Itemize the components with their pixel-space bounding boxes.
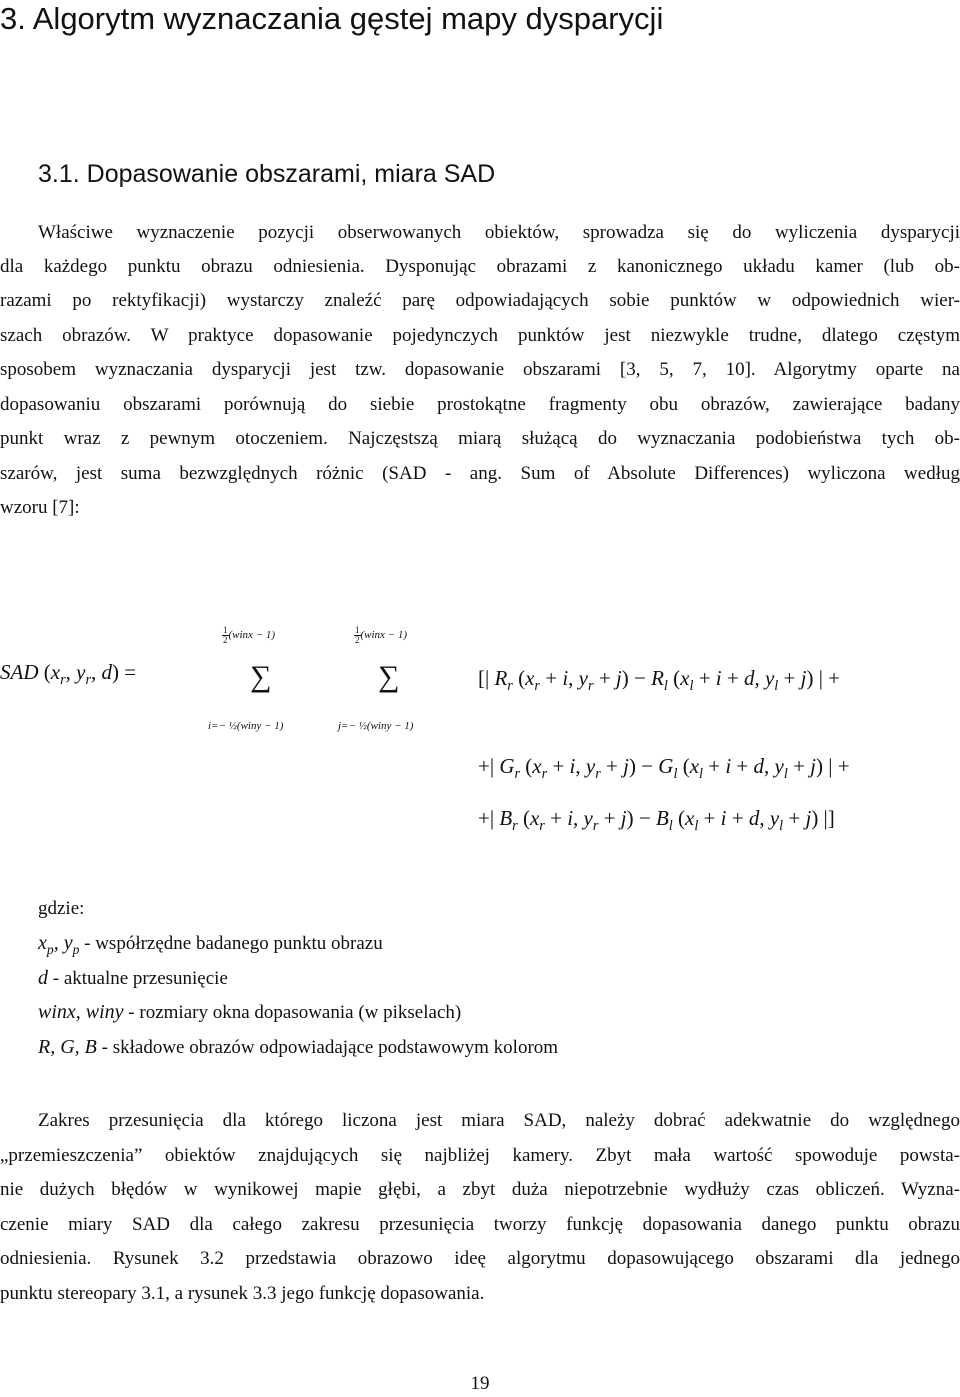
definition-symbol: $x_p$, $y_p$ [38,932,80,957]
paragraph-line: szach obrazów. W praktyce dopasowanie pojedynczych punktów jest niezwykle trudne, dlatego częstym [0,325,960,346]
definition-item [38,1030,558,1064]
sum-symbol-2: ∑ [378,660,400,693]
lower-limit-2: j=− ½(winy − 1) [338,720,414,732]
page-number: 19 [470,1373,490,1394]
definition-symbol: winx, winy [38,1001,124,1023]
paragraph-line: Zakres przesunięcia dla którego liczona jest miara SAD, należy dobrać adekwatnie do względnego [38,1110,960,1131]
upper-limit-2: $\frac{1}{2}$ (winx − 1) [355,625,408,645]
definition-text: - aktualne przesunięcie [48,968,228,989]
paragraph-line: czenie miary SAD dla całego zakresu przesunięcia tworzy funkcję dopasowania danego punktu obrazu [0,1214,960,1235]
paragraph-line: dopasowaniu obszarami porównują do siebie prostokątne fragmenty obu obrazów, zawierające badany [0,394,960,415]
paragraph-line: odniesienia. Rysunek 3.2 przedstawia obrazowo ideę algorytmu dopasowującego obszarami dla jednego [0,1248,960,1269]
definition-item [38,926,383,960]
paragraph-line: razami po rektyfikacji) wystarczy znaleźć parę odpowiadających sobie punktów w odpowiednich wier- [0,290,960,311]
paragraph-line: Właściwe wyznaczenie pozycji obserwowanych obiektów, sprowadza się do wyliczenia dysparycji [38,222,960,243]
definition-symbol: d [38,967,48,989]
paragraph-line: punkt wraz z pewnym otoczeniem. Najczęstszą miarą służącą do wyznaczania podobieństwa tych ob- [0,428,960,449]
formula-lhs-name: SAD [0,660,39,684]
formula-lhs-args: ($x_r$, $y_r$, d) = [43,660,137,688]
chapter-heading: 3. Algorytm wyznaczania gęstej mapy dysparycji [0,1,664,36]
paragraph-line: sposobem wyznaczania dysparycji jest tzw. dopasowanie obszarami [3, 5, 7, 10]. Algorytmy oparte na [0,359,960,380]
formula-row-red: [| $R_r$ ($x_r + i$, $y_r + j) - R_l$ ($x_l + i + d$, $y_l + j$) | + [478,666,840,694]
formula-row-blue: +| $B_r$ ($x_r + i$, $y_r + j) - B_l$ ($x_l + i + d$, $y_l + j$) |] [478,806,835,834]
paragraph-line: wzoru [7]: [0,497,80,518]
definition-item [38,995,461,1029]
formula-lhs [0,660,136,689]
paragraph-line: „przemieszczenia” obiektów znajdujących się najbliżej kamery. Zbyt mała wartość spowoduje powsta- [0,1145,960,1166]
paragraph-line: nie dużych błędów w wynikowej mapie głębi, a zbyt duża niepotrzebnie wydłuży czas obliczeń. Wyzna- [0,1179,960,1200]
definition-item [38,961,228,995]
sum-symbol-1: ∑ [250,660,272,693]
paragraph-line: punktu stereopary 3.1, a rysunek 3.3 jego funkcję dopasowania. [0,1283,485,1304]
definition-symbol: R, G, B [38,1036,97,1058]
definition-text: - rozmiary okna dopasowania (w pikselach) [123,1002,462,1023]
section-heading: 3.1. Dopasowanie obszarami, miara SAD [38,160,496,188]
where-label: gdzie: [38,898,85,919]
upper-limit-1: $\frac{1}{2}$ (winx − 1) [223,625,276,645]
formula-row-green: +| $G_r$ ($x_r + i$, $y_r + j) - G_l$ ($x_l + i + d$, $y_l + j$) | + [478,754,850,782]
paragraph-line: dla każdego punktu obrazu odniesienia. Dysponując obrazami z kanonicznego układu kamer (lub ob- [0,256,960,277]
lower-limit-1: i=− ½(winy − 1) [208,720,284,732]
sad-formula [0,608,960,848]
definition-text: - składowe obrazów odpowiadające podstawowym kolorom [96,1037,559,1058]
definition-text: - współrzędne badanego punktu obrazu [79,933,383,954]
paragraph-line: szarów, jest suma bezwzględnych różnic (SAD - ang. Sum of Absolute Differences) wyliczona według [0,463,960,484]
